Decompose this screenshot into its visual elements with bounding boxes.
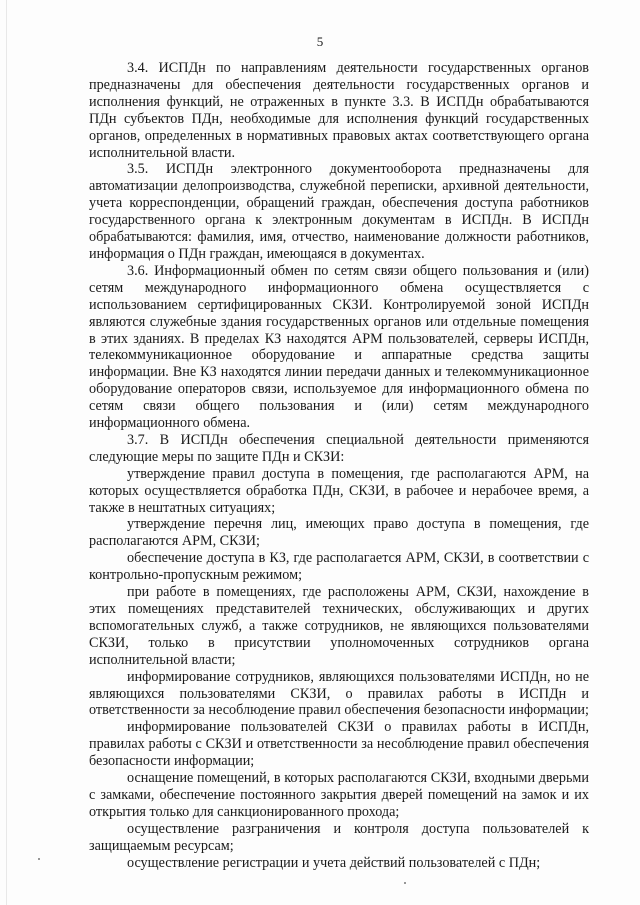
measure-item: утверждение перечня лиц, имеющих право доступа в помещения, где располагаются АРМ, СКЗИ; — [89, 516, 589, 550]
measure-item: оснащение помещений, в которых располагаются СКЗИ, входными дверьми с замками, обеспечение постоянного закрытия дверей помещений на замок и их открытия только для санкционированного прохода; — [89, 770, 589, 820]
measure-item: обеспечение доступа в КЗ, где располагается АРМ, СКЗИ, в соответствии с контрольно-пропускным режимом; — [89, 550, 589, 584]
paragraph-3-6: 3.6. Информационный обмен по сетям связи общего пользования и (или) сетям международного информационного обмена осуществляется с использованием сертифицированных СКЗИ. Контролируемой зоной ИСПДн являются служебные здания государственных органов или отдельные помещения в этих зданиях. В пределах КЗ находятся АРМ пользователей, серверы ИСПДн, телекоммуникационное оборудование и аппаратные средства защиты информации. Вне КЗ находятся линии передачи данных и телекоммуникационное оборудование операторов связи, используемое для информационного обмена по сетям связи общего пользования и (или) сетям международного информационного обмена. — [89, 262, 589, 432]
paragraph-3-4: 3.4. ИСПДн по направлениям деятельности государственных органов предназначены для обеспечения деятельности государственных органов и исполнения функций, не отраженных в пункте 3.3. В ИСПДн обрабатываются ПДн субъектов ПДн, необходимые для исполнения функций государственных органов, определенных в нормативных правовых актах соответствующего органа исполнительной власти. — [89, 60, 589, 161]
measure-item: осуществление разграничения и контроля доступа пользователей к защищаемым ресурсам; — [89, 820, 589, 854]
paragraph-3-5: 3.5. ИСПДн электронного документооборота предназначены для автоматизации делопроизводства, служебной переписки, архивной деятельности, учета корреспонденции, обращений граждан, обеспечения доступа работников государственного органа к электронным документам в ИСПДн. В ИСПДн обрабатываются: фамилия, имя, отчество, наименование должности работников, информация о ПДн граждан, имеющаяся в документах. — [89, 161, 589, 262]
document-body — [89, 60, 589, 872]
page-number: 5 — [316, 34, 324, 49]
measure-item: утверждение правил доступа в помещения, где располагаются АРМ, на которых осуществляется обработка ПДн, СКЗИ, в рабочее и нерабочее время, а также в нештатных ситуациях; — [89, 465, 589, 516]
measure-item: информирование сотрудников, являющихся пользователями ИСПДн, но не являющихся пользователями СКЗИ, о правилах работы в ИСПДн и ответственности за несоблюдение правил обеспечения безопасности информации; — [89, 668, 589, 719]
scan-speck — [404, 882, 406, 884]
scan-speck — [38, 858, 40, 860]
measure-item: при работе в помещениях, где расположены АРМ, СКЗИ, нахождение в этих помещениях представителей технических, обслуживающих и других вспомогательных служб, а также сотрудников, не являющихся пользователями СКЗИ, только в присутствии уполномоченных сотрудников органа исполнительной власти; — [89, 584, 589, 668]
measure-item: осуществление регистрации и учета действий пользователей с ПДн; — [127, 854, 541, 871]
scan-edge-line — [6, 0, 7, 905]
measure-item: информирование пользователей СКЗИ о правилах работы в ИСПДн, правилах работы с СКЗИ и ответственности за несоблюдение правил обеспечения безопасности информации; — [89, 719, 589, 770]
paragraph-3-7: 3.7. В ИСПДн обеспечения специальной деятельности применяются следующие меры по защите ПДн и СКЗИ: — [89, 431, 589, 465]
